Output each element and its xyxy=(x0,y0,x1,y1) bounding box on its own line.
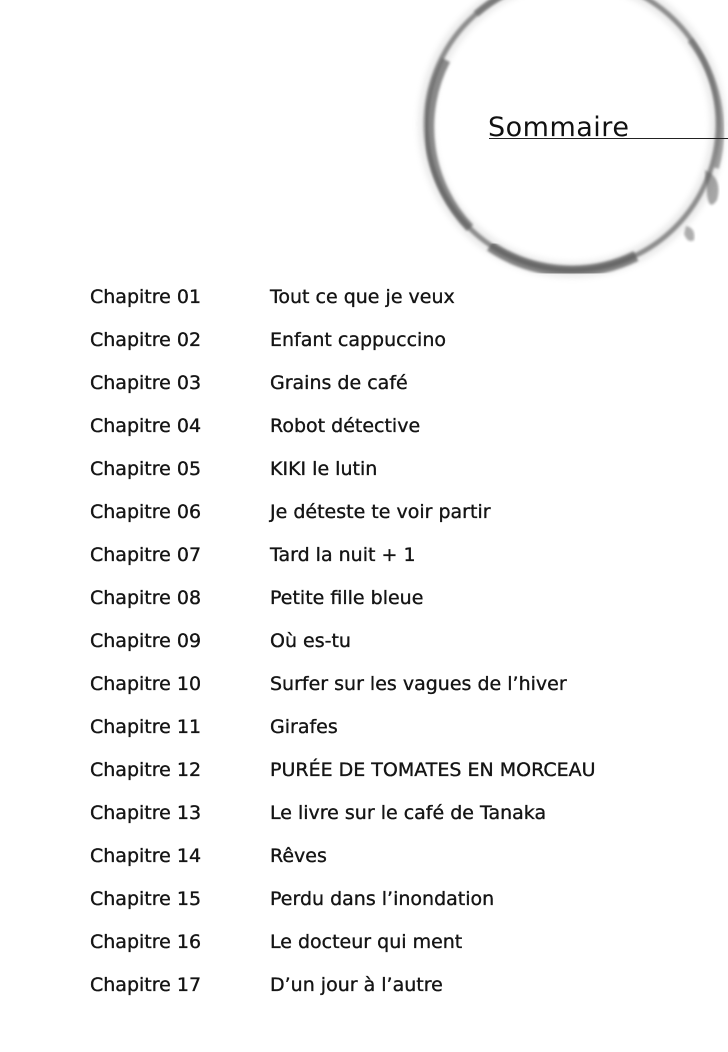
chapter-number: Chapitre 13 xyxy=(90,802,202,824)
toc-row-12[interactable] xyxy=(90,752,710,795)
chapter-number: Chapitre 14 xyxy=(90,845,202,867)
toc-row-04[interactable] xyxy=(90,408,710,451)
chapter-number: Chapitre 12 xyxy=(90,759,202,781)
chapter-number: Chapitre 11 xyxy=(90,716,202,738)
toc-row-08[interactable] xyxy=(90,580,710,623)
chapter-title: Enfant cappuccino xyxy=(270,329,447,351)
chapter-title: Je déteste te voir partir xyxy=(270,501,491,523)
chapter-number: Chapitre 16 xyxy=(90,931,202,953)
toc-row-17[interactable] xyxy=(90,967,710,1010)
chapter-number: Chapitre 01 xyxy=(90,286,202,308)
chapter-title: Grains de café xyxy=(270,372,408,394)
table-of-contents xyxy=(90,279,710,1010)
chapter-title: Robot détective xyxy=(270,415,421,437)
chapter-number: Chapitre 15 xyxy=(90,888,202,910)
toc-row-05[interactable] xyxy=(90,451,710,494)
title-underline xyxy=(489,138,728,139)
chapter-number: Chapitre 08 xyxy=(90,587,202,609)
chapter-number: Chapitre 02 xyxy=(90,329,202,351)
chapter-number: Chapitre 07 xyxy=(90,544,202,566)
chapter-title: Le livre sur le café de Tanaka xyxy=(270,802,547,824)
chapter-number: Chapitre 03 xyxy=(90,372,202,394)
chapter-title: Girafes xyxy=(270,716,338,738)
toc-row-09[interactable] xyxy=(90,623,710,666)
toc-row-06[interactable] xyxy=(90,494,710,537)
chapter-number: Chapitre 05 xyxy=(90,458,202,480)
chapter-title: D’un jour à l’autre xyxy=(270,974,443,996)
chapter-title: Perdu dans l’inondation xyxy=(270,888,495,910)
chapter-number: Chapitre 10 xyxy=(90,673,202,695)
toc-row-11[interactable] xyxy=(90,709,710,752)
toc-row-07[interactable] xyxy=(90,537,710,580)
chapter-title: Tout ce que je veux xyxy=(270,286,455,308)
coffee-stain-ring xyxy=(0,0,728,300)
toc-row-13[interactable] xyxy=(90,795,710,838)
chapter-number: Chapitre 17 xyxy=(90,974,202,996)
chapter-title: Petite fille bleue xyxy=(270,587,424,609)
chapter-number: Chapitre 06 xyxy=(90,501,202,523)
chapter-title: PURÉE DE TOMATES EN MORCEAU xyxy=(270,759,596,781)
toc-row-10[interactable] xyxy=(90,666,710,709)
toc-row-03[interactable] xyxy=(90,365,710,408)
chapter-number: Chapitre 04 xyxy=(90,415,202,437)
toc-row-02[interactable] xyxy=(90,322,710,365)
chapter-title: Le docteur qui ment xyxy=(270,931,463,953)
chapter-title: Où es-tu xyxy=(270,630,351,652)
page-title: Sommaire xyxy=(488,112,630,143)
chapter-title: KIKI le lutin xyxy=(270,458,378,480)
toc-row-14[interactable] xyxy=(90,838,710,881)
toc-row-15[interactable] xyxy=(90,881,710,924)
chapter-title: Rêves xyxy=(270,845,327,867)
toc-row-01[interactable] xyxy=(90,279,710,322)
chapter-title: Surfer sur les vagues de l’hiver xyxy=(270,673,567,695)
chapter-number: Chapitre 09 xyxy=(90,630,202,652)
chapter-title: Tard la nuit + 1 xyxy=(270,544,416,566)
toc-row-16[interactable] xyxy=(90,924,710,967)
